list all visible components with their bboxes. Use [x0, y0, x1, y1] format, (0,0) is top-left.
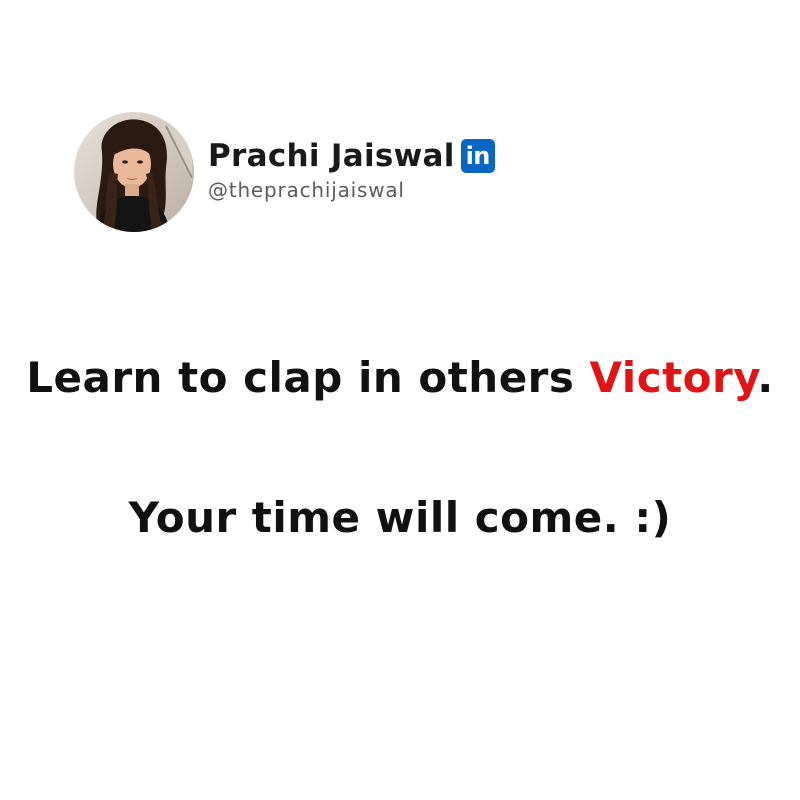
linkedin-icon: in: [461, 139, 495, 173]
quote-highlight-word: Victory: [589, 353, 758, 402]
name-row: [208, 137, 495, 175]
identity-block: [208, 137, 495, 203]
profile-handle: @theprachijaiswal: [208, 178, 405, 202]
quote-line-1-prefix: Learn to clap in others: [26, 353, 590, 402]
quote-line-2: Your time will come. :): [128, 493, 672, 542]
quote-line-1: [0, 350, 800, 406]
quote-line-1-suffix: .: [757, 353, 774, 402]
profile-header: [74, 112, 495, 232]
profile-name: Prachi Jaiswal: [208, 138, 455, 174]
avatar: [74, 112, 194, 232]
